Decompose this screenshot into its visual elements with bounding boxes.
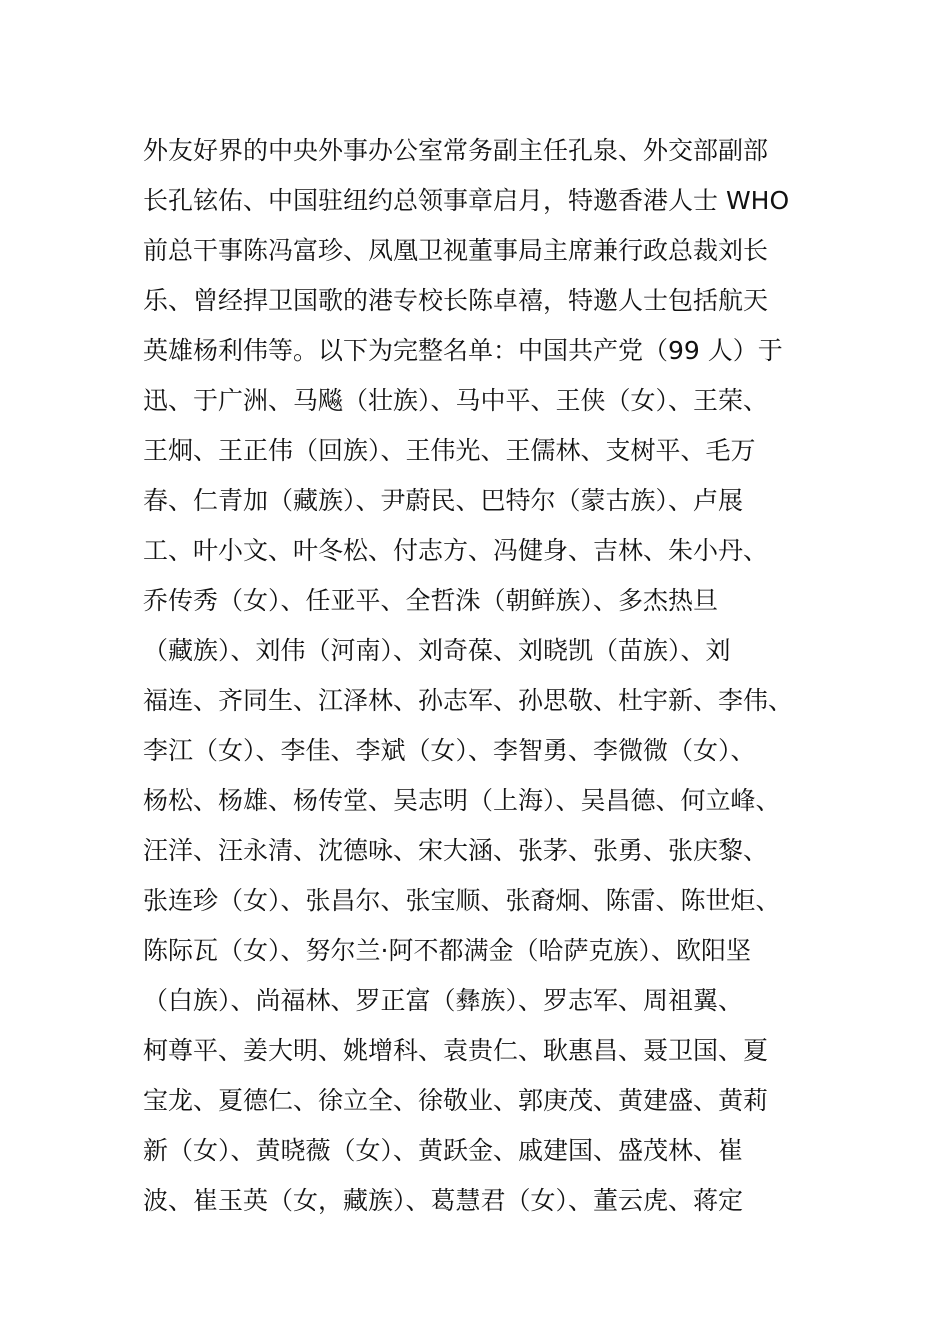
text-line: 福连、齐同生、江泽林、孙志军、孙思敬、杜宇新、李伟、	[143, 686, 794, 715]
text-line: 波、崔玉英（女，藏族）、葛慧君（女）、董云虎、蒋定	[143, 1186, 744, 1215]
text-line: 乐、曾经捍卫国歌的港专校长陈卓禧，特邀人士包括航天	[143, 286, 769, 315]
body-text	[143, 126, 823, 1226]
text-line: 柯尊平、姜大明、姚增科、袁贵仁、耿惠昌、聂卫国、夏	[143, 1036, 769, 1065]
text-line: 李江（女）、李佳、李斌（女）、李智勇、李微微（女）、	[143, 736, 756, 765]
text-line: 杨松、杨雄、杨传堂、吴志明（上海）、吴昌德、何立峰、	[143, 786, 781, 815]
text-line: （藏族）、刘伟（河南）、刘奇葆、刘晓凯（苗族）、刘	[143, 636, 731, 665]
text-line: 王炯、王正伟（回族）、王伟光、王儒林、支树平、毛万	[143, 436, 756, 465]
text-line: 迅、于广洲、马飚（壮族）、马中平、王侠（女）、王荣、	[143, 386, 769, 415]
text-line: 汪洋、汪永清、沈德咏、宋大涵、张茅、张勇、张庆黎、	[143, 836, 769, 865]
text-line: 乔传秀（女）、任亚平、全哲洙（朝鲜族）、多杰热旦	[143, 586, 719, 615]
text-line: 长孔铉佑、中国驻纽约总领事章启月，特邀香港人士 WHO	[143, 186, 790, 215]
text-line: 工、叶小文、叶冬松、付志方、冯健身、吉林、朱小丹、	[143, 536, 769, 565]
text-line: 新（女）、黄晓薇（女）、黄跃金、戚建国、盛茂林、崔	[143, 1136, 744, 1165]
text-line: 陈际瓦（女）、努尔兰·阿不都满金（哈萨克族）、欧阳坚	[143, 936, 751, 965]
text-line: 春、仁青加（藏族）、尹蔚民、巴特尔（蒙古族）、卢展	[143, 486, 744, 515]
text-line: （白族）、尚福林、罗正富（彝族）、罗志军、周祖翼、	[143, 986, 744, 1015]
text-line: 外友好界的中央外事办公室常务副主任孔泉、外交部副部	[143, 136, 769, 165]
text-line: 前总干事陈冯富珍、凤凰卫视董事局主席兼行政总裁刘长	[143, 236, 769, 265]
text-line: 张连珍（女）、张昌尔、张宝顺、张裔炯、陈雷、陈世炬、	[143, 886, 781, 915]
text-line: 英雄杨利伟等。以下为完整名单：中国共产党（99 人）于	[143, 336, 783, 365]
text-line: 宝龙、夏德仁、徐立全、徐敬业、郭庚茂、黄建盛、黄莉	[143, 1086, 769, 1115]
